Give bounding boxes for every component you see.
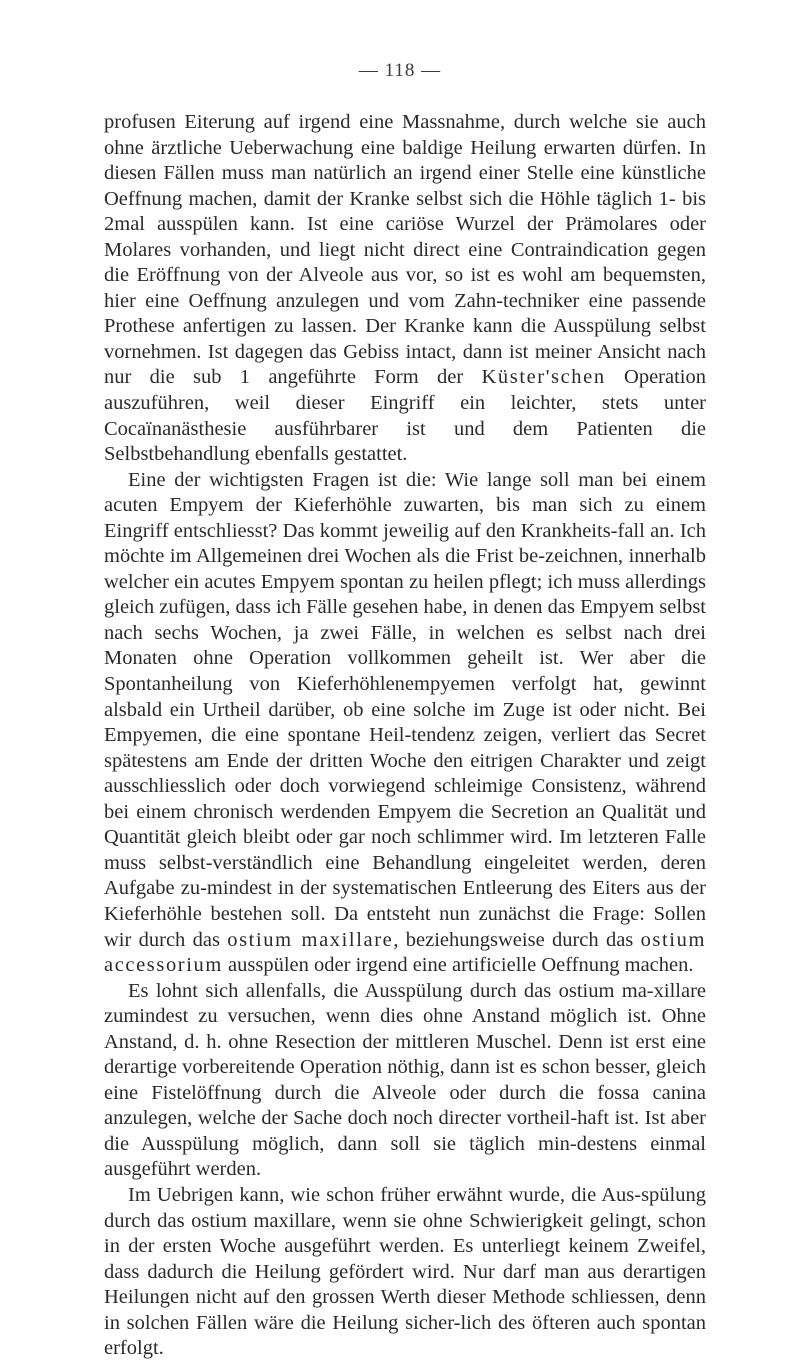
text-segment: , beziehungsweise durch das [393, 928, 641, 951]
text-segment: Eine der wichtigsten Fragen ist die: Wie lange soll man bei einem acuten Empyem der Kieferhöhle zuwarten, bis man sich zu einem Eingriff entschliesst? Das kommt jeweilig auf den Krankheits-fall an. Ich möchte im Allgemeinen drei Wochen als die Frist be-zeichnen, innerhalb welcher ein acutes Empyem spontan zu heilen pflegt; ich muss allerdings gleich zufügen, dass ich Fälle gesehen habe, in denen das Empyem selbst nach sechs Wochen, ja zwei Fälle, in welchen es selbst nach drei Monaten ohne Operation vollkommen geheilt ist. Wer aber die Spontanheilung von Kieferhöhlenempyemen verfolgt hat, gewinnt alsbald ein Urtheil darüber, ob eine solche im Zuge ist oder nicht. Bei Empyemen, die eine spontane Heil-tendenz zeigen, verliert das Secret spätestens am Ende der dritten Woche den eitrigen Charakter und zeigt ausschliesslich oder doch vorwiegend schleimige Consistenz, während bei einem chronisch werdenden Empyem die Secretion an Qualität und Quantität gleich bleibt oder gar noch schlimmer wird. Im letzteren Falle muss selbst-verständlich eine Behandlung eingeleitet werden, deren Aufgabe zu-mindest in der systematischen Entleerung des Eiters aus der Kieferhöhle bestehen soll. Da entsteht nun zunächst die Frage: Sollen wir durch das [104, 468, 706, 951]
page-number: — 118 — [358, 60, 442, 81]
text-segment: Operation auszuführen, weil dieser Eingriff ein leichter, stets unter Cocaïnanästhesie ausführbarer ist und dem Patienten die Selbstbehandlung ebenfalls gestattet. [104, 366, 706, 466]
text-segment: Im Uebrigen kann, wie schon früher erwähnt wurde, die Aus-spülung durch das ostium maxillare, wenn sie ohne Schwierigkeit gelingt, schon in der ersten Woche ausgeführt werden. Es unterliegt keinem Zweifel, dass dadurch die Heilung gefördert wird. Nur darf man aus derartigen Heilungen nicht auf den grossen Werth dieser Methode schliessen, denn in solchen Fällen wäre die Heilung sicher-lich des öfteren auch spontan erfolgt. [104, 1183, 706, 1360]
paragraph-2 [104, 468, 706, 979]
paragraph-3 [104, 979, 706, 1183]
paragraph-1 [104, 110, 706, 468]
text-segment: profusen Eiterung auf irgend eine Massnahme, durch welche sie auch ohne ärztliche Ueberwachung eine baldige Heilung erwarten dürfen. In diesen Fällen muss man natürlich an irgend einer Stelle eine künstliche Oeffnung machen, damit der Kranke selbst sich die Höhle täglich 1- bis 2mal ausspülen kann. Ist eine cariöse Wurzel der Prämolares oder Molares vorhanden, und liegt nicht direct eine Contraindication gegen die Eröffnung von der Alveole aus vor, so ist es wohl am bequemsten, hier eine Oeffnung anzulegen und vom Zahn-techniker eine passende Prothese anfertigen zu lassen. Der Kranke kann die Ausspülung selbst vornehmen. Ist dagegen das Gebiss intact, dann ist meiner Ansicht nach nur die sub 1 angeführte Form der [104, 111, 706, 389]
body-text [104, 110, 706, 1362]
spaced-term-ostium-accessorium: ostium accessorium [104, 928, 706, 977]
spaced-name-kuester: Küster'schen [481, 366, 606, 389]
spaced-term-ostium-maxillare: ostium maxillare [227, 928, 394, 951]
text-segment: ausspülen oder irgend eine artificielle Oeffnung machen. [222, 954, 694, 977]
paragraph-4 [104, 1183, 706, 1362]
text-segment: Es lohnt sich allenfalls, die Ausspülung durch das ostium ma-xillare zumindest zu versuchen, wenn dies ohne Anstand möglich ist. Ohne Anstand, d. h. ohne Resection der mittleren Muschel. Denn ist erst eine derartige vorbereitende Operation nöthig, dann ist es schon besser, gleich eine Fistelöffnung durch die Alveole oder durch die fossa canina anzulegen, welche der Sache doch noch directer vortheil-haft ist. Ist aber die Ausspülung möglich, dann soll sie täglich min-destens einmal ausgeführt werden. [104, 979, 706, 1181]
